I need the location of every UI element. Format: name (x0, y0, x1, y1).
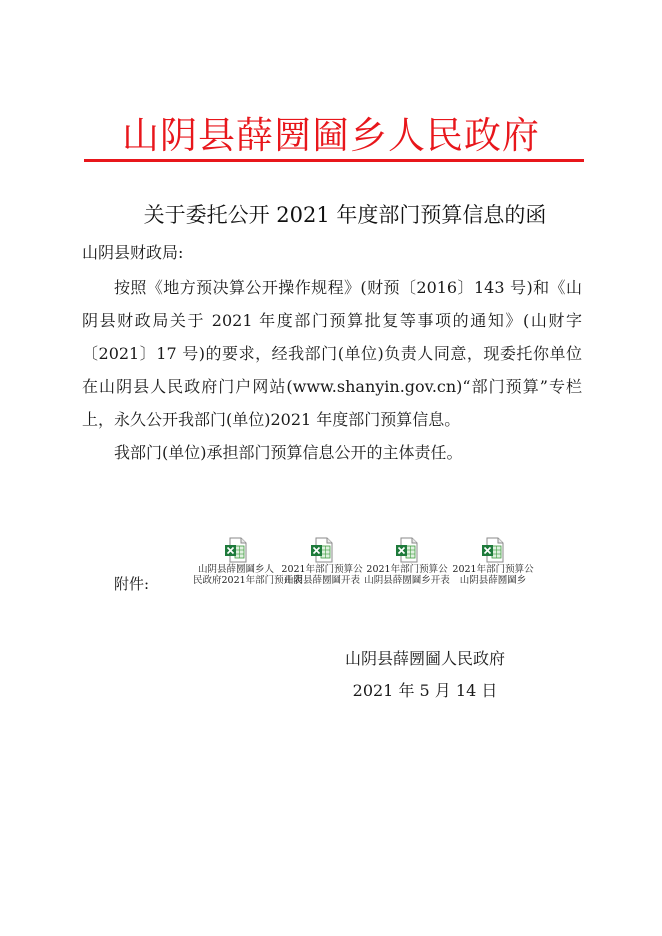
attachment-name-line2: 山阴县薛圐圙乡 (459, 575, 527, 586)
attachment-name-line1: 2021年部门预算公 (366, 564, 448, 575)
attachment-file-4[interactable] (450, 537, 536, 586)
attachment-name-line2: 民政府2021年部门预开表 (193, 575, 303, 586)
signature-date: 2021 年 5 月 14 日 (352, 681, 498, 700)
letter-body (82, 271, 582, 469)
body-paragraph: 我部门(单位)承担部门预算信息公开的主体责任。 (114, 443, 463, 462)
salutation: 山阴县财政局: (82, 243, 184, 262)
excel-file-icon (394, 537, 420, 563)
attachment-file-2[interactable] (279, 537, 365, 586)
signature-org: 山阴县薛圐圙人民政府 (344, 649, 505, 668)
excel-file-icon (480, 537, 506, 563)
attachment-file-1[interactable] (193, 537, 303, 586)
excel-file-icon (223, 537, 249, 563)
excel-file-icon (309, 537, 335, 563)
attachments-label: 附件: (114, 575, 150, 593)
header-red-rule (84, 159, 584, 162)
attachment-name-line2: 山阴县薛圐圙乡开表 (364, 575, 450, 586)
attachment-name-line1: 2021年部门预算公 (281, 564, 363, 575)
letter-title: 关于委托公开 2021 年度部门预算信息的函 (143, 203, 547, 227)
body-paragraph: 按照《地方预决算公开操作规程》(财预〔2016〕143 号)和《山阴县财政局关于 2021 年度部门预算批复等事项的通知》(山财字〔2021〕17 号)的要求，经我部门(单位)负责人同意，现委托你单位在山阴县人民政府门户网站(www.shanyin.gov.cn)“部门预算”专栏上，永久公开我部门(单位)2021 年度部门预算信息。 (82, 278, 582, 429)
attachment-name-line1: 2021年部门预算公 (452, 564, 534, 575)
org-header-title: 山阴县薛圐圙乡人民政府 (122, 114, 540, 157)
attachment-name-line2: 山阴县薛圐圙开表 (283, 575, 360, 586)
attachment-file-3[interactable] (364, 537, 450, 586)
attachment-name-line1: 山阴县薛圐圙乡人 (197, 564, 274, 575)
